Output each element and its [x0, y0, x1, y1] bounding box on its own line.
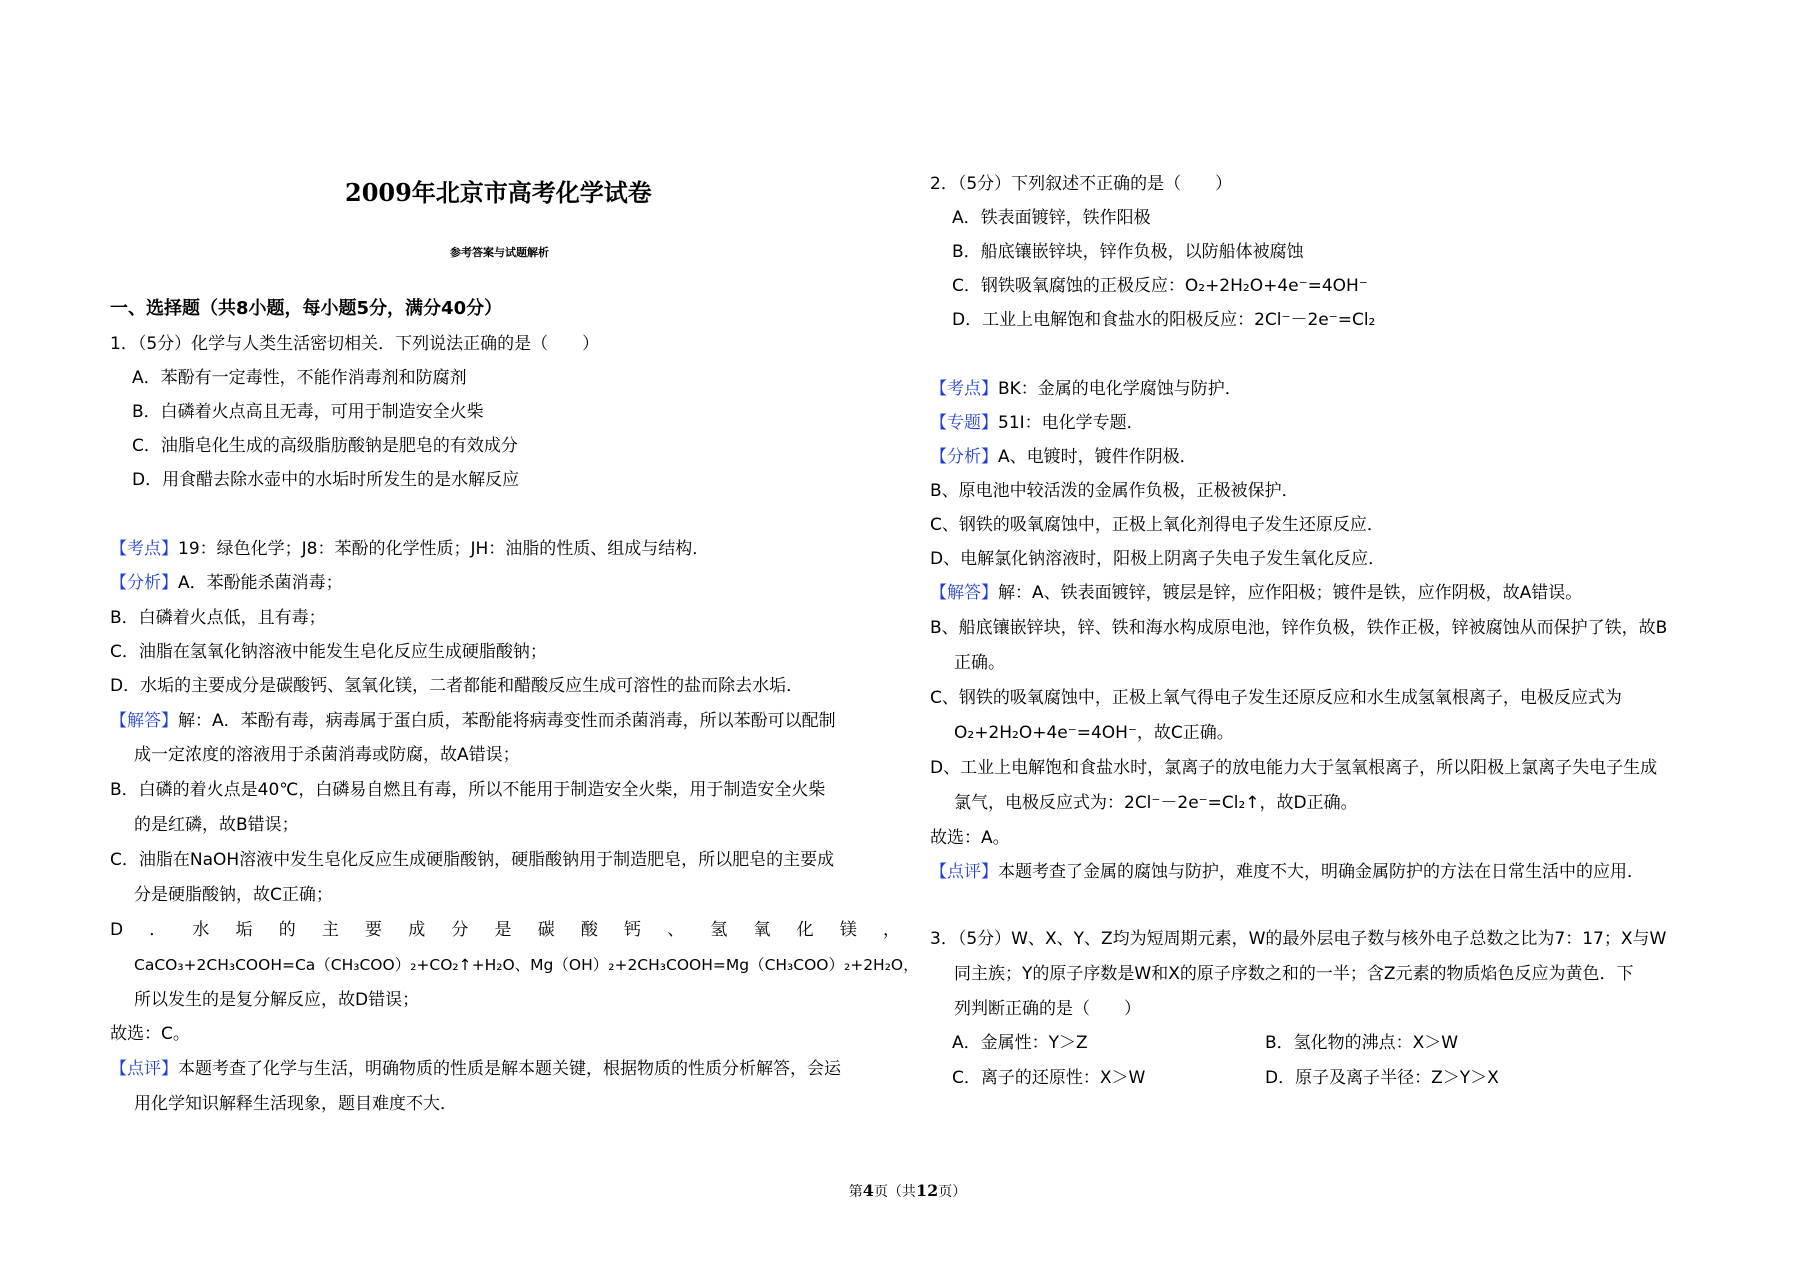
q2-jieda	[930, 582, 1582, 604]
jieda-tag: 【解答】	[110, 711, 178, 731]
kaodian-tag: 【考点】	[930, 379, 998, 399]
q1-kaodian	[110, 538, 709, 560]
q2-fenxi-b: B、原电池中较活泼的金属作负极，正极被保护．	[930, 481, 1299, 501]
q3-option-b: B．氢化物的沸点：X＞W	[1265, 1033, 1459, 1053]
q1-fenxi-c: C．油脂在氢氧化钠溶液中能发生皂化反应生成硬脂酸钠；	[110, 642, 547, 662]
q2-jieda-line: 正确。	[954, 653, 1005, 673]
q1-option-b: B．白磷着火点高且无毒，可用于制造安全火柴	[132, 402, 484, 422]
page-title: 2009年北京市高考化学试卷	[345, 178, 652, 207]
q1-jieda-line: 所以发生的是复分解反应，故D错误；	[134, 990, 420, 1010]
q2-fenxi-c: C、钢铁的吸氧腐蚀中，正极上氧化剂得电子发生还原反应．	[930, 515, 1384, 535]
q1-dianping-line: 用化学知识解释生活现象，题目难度不大．	[134, 1094, 457, 1114]
q1-stem: 1．（5分）化学与人类生活密切相关．下列说法正确的是（ ）	[110, 334, 600, 354]
jieda-text: 解：A、铁表面镀锌，镀层是锌，应作阳极；镀件是铁，应作阴极，故A错误。	[998, 583, 1583, 603]
q2-jieda-line: 氯气，电极反应式为：2Cl⁻－2e⁻=Cl₂↑，故D正确。	[954, 793, 1358, 813]
q1-jieda-line: 成一定浓度的溶液用于杀菌消毒或防腐，故A错误；	[134, 745, 520, 765]
footer-suffix: 页）	[938, 1184, 967, 1200]
jieda-text: 解：A．苯酚有毒，病毒属于蛋白质，苯酚能将病毒变性而杀菌消毒，所以苯酚可以配制	[178, 711, 836, 731]
dianping-tag: 【点评】	[930, 862, 998, 882]
q3-stem-line: 3．（5分）W、X、Y、Z均为短周期元素，W的最外层电子数与核外电子总数之比为7：17；X与W	[930, 929, 1667, 949]
section-heading: 一、选择题（共8小题，每小题5分，满分40分）	[110, 298, 503, 319]
q1-fenxi	[110, 572, 343, 594]
kaodian-text: BK：金属的电化学腐蚀与防护．	[998, 379, 1242, 399]
zhuanti-text: 51I：电化学专题．	[998, 413, 1144, 433]
fenxi-tag: 【分析】	[110, 573, 178, 593]
q1-jieda	[110, 710, 836, 732]
q1-jieda-line: C．油脂在NaOH溶液中发生皂化反应生成硬脂酸钠，硬脂酸钠用于制造肥皂，所以肥皂的主要成	[110, 850, 835, 870]
q2-kaodian	[930, 378, 1242, 400]
footer-page-number: 4	[862, 1181, 874, 1200]
fenxi-text: A．苯酚能杀菌消毒；	[178, 573, 343, 593]
q2-fenxi	[930, 446, 1197, 468]
q2-jieda-line: D、工业上电解饱和食盐水时，氯离子的放电能力大于氢氧根离子，所以阳极上氯离子失电子生成	[930, 758, 1658, 778]
q1-fenxi-d: D．水垢的主要成分是碳酸钙、氢氧化镁，二者都能和醋酸反应生成可溶性的盐而除去水垢．	[110, 676, 804, 696]
q2-option-b: B．船底镶嵌锌块，锌作负极，以防船体被腐蚀	[952, 242, 1304, 262]
footer-middle: 页（共	[873, 1184, 916, 1200]
q3-option-d: D．原子及离子半径：Z＞Y＞X	[1265, 1068, 1499, 1088]
q3-stem-line: 列判断正确的是（ ）	[954, 999, 1141, 1019]
jieda-tag: 【解答】	[930, 583, 998, 603]
q1-option-d: D．用食醋去除水壶中的水垢时所发生的是水解反应	[132, 470, 520, 490]
q2-jieda-line: C、钢铁的吸氧腐蚀中，正极上氧气得电子发生还原反应和水生成氢氧根离子，电极反应式为	[930, 688, 1622, 708]
q1-jieda-line: B．白磷的着火点是40℃，白磷易自燃且有毒，所以不能用于制造安全火柴，用于制造安全火柴	[110, 780, 826, 800]
q3-stem-line: 同主族；Y的原子序数是W和X的原子序数之和的一半；含Z元素的物质焰色反应为黄色．下	[954, 964, 1634, 984]
dianping-text: 本题考查了金属的腐蚀与防护，难度不大，明确金属防护的方法在日常生活中的应用．	[998, 862, 1644, 882]
q1-fenxi-b: B．白磷着火点低，且有毒；	[110, 608, 326, 628]
q2-option-d: D．工业上电解饱和食盐水的阳极反应：2Cl⁻－2e⁻=Cl₂	[952, 310, 1376, 330]
q1-option-a: A．苯酚有一定毒性，不能作消毒剂和防腐剂	[132, 368, 467, 388]
page-footer	[0, 1181, 1815, 1201]
q1-dianping	[110, 1058, 841, 1080]
fenxi-text: A、电镀时，镀件作阴极．	[998, 447, 1197, 467]
q2-jieda-line: B、船底镶嵌锌块，锌、铁和海水构成原电池，锌作负极，铁作正极，锌被腐蚀从而保护了铁，故B	[930, 618, 1668, 638]
q1-option-c: C．油脂皂化生成的高级脂肪酸钠是肥皂的有效成分	[132, 436, 518, 456]
q2-answer: 故选：A。	[930, 828, 1010, 848]
page-subtitle: 参考答案与试题解析	[450, 246, 549, 259]
kaodian-tag: 【考点】	[110, 539, 178, 559]
q1-jieda-line: 的是红磷，故B错误；	[134, 815, 299, 835]
kaodian-text: 19：绿色化学；J8：苯酚的化学性质；JH：油脂的性质、组成与结构．	[178, 539, 710, 559]
footer-prefix: 第	[848, 1184, 863, 1200]
q2-zhuanti	[930, 412, 1144, 434]
q2-jieda-line: O₂+2H₂O+4e⁻=4OH⁻，故C正确。	[954, 723, 1234, 743]
zhuanti-tag: 【专题】	[930, 413, 998, 433]
q2-dianping	[930, 861, 1644, 883]
q2-fenxi-d: D、电解氯化钠溶液时，阳极上阴离子失电子发生氧化反应．	[930, 549, 1386, 569]
q2-stem: 2．（5分）下列叙述不正确的是（ ）	[930, 174, 1233, 194]
q1-jieda-equation: CaCO₃+2CH₃COOH=Ca（CH₃COO）₂+CO₂↑+H₂O、Mg（OH）₂+2CH₃COOH=Mg（CH₃COO）₂+2H₂O，	[134, 956, 919, 974]
q1-jieda-line: 分是硬脂酸钠，故C正确；	[134, 885, 333, 905]
q3-option-c: C．离子的还原性：X＞W	[952, 1068, 1146, 1088]
fenxi-tag: 【分析】	[930, 447, 998, 467]
q2-option-a: A．铁表面镀锌，铁作阳极	[952, 208, 1151, 228]
q2-option-c: C．钢铁吸氧腐蚀的正极反应：O₂+2H₂O+4e⁻=4OH⁻	[952, 276, 1368, 296]
q1-answer: 故选：C。	[110, 1024, 190, 1044]
dianping-tag: 【点评】	[110, 1059, 178, 1079]
footer-total-pages: 12	[915, 1181, 939, 1200]
dianping-text: 本题考查了化学与生活，明确物质的性质是解本题关键，根据物质的性质分析解答，会运	[178, 1059, 841, 1079]
q3-option-a: A．金属性：Y＞Z	[952, 1033, 1088, 1053]
q1-jieda-line: D．水垢的主要成分是碳酸钙、氢氧化镁，	[110, 920, 900, 940]
